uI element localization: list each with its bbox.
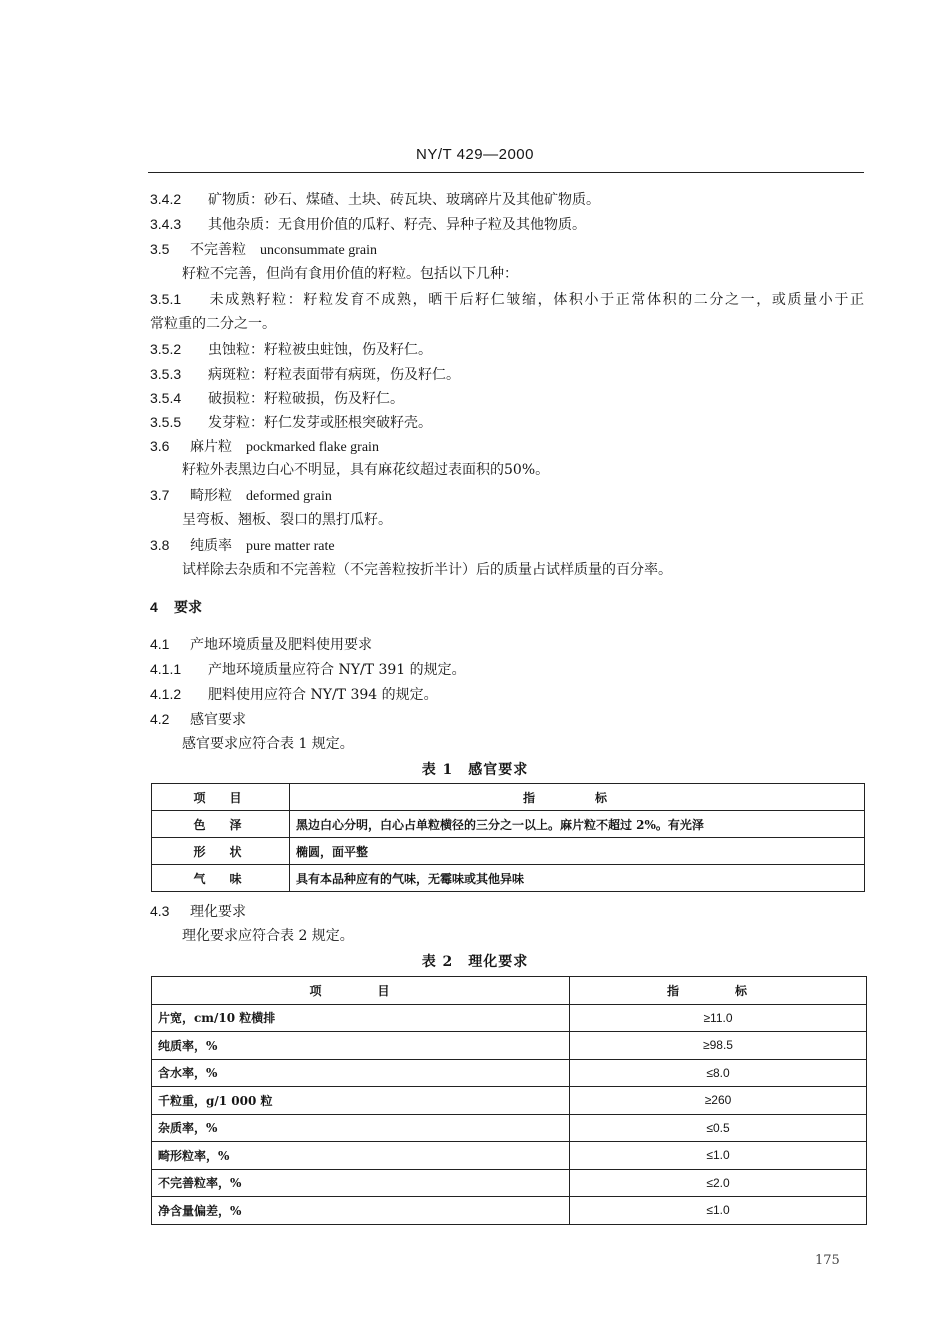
clause-4-1-2 xyxy=(150,684,864,705)
table-cell: 具有本品种应有的气味，无霉味或其他异味 xyxy=(290,865,865,892)
clause-number: 3.5 xyxy=(150,241,170,257)
clause-4-3 xyxy=(150,901,864,922)
clause-3-5-4 xyxy=(150,388,864,409)
table-cell: 气 味 xyxy=(152,865,290,892)
table-cell: ≤1.0 xyxy=(570,1197,867,1225)
clause-term: 畸形粒 xyxy=(190,488,232,504)
table-cell: ≤0.5 xyxy=(570,1114,867,1142)
clause-3-5-2 xyxy=(150,339,864,360)
table-row xyxy=(152,1114,867,1142)
section-title: 要求 xyxy=(174,600,202,616)
clause-text: 病斑粒：籽粒表面带有病斑，伤及籽仁。 xyxy=(208,367,460,383)
clause-text: 理化要求 xyxy=(190,904,246,920)
page-number: 175 xyxy=(815,1253,840,1268)
table-cell: ≥11.0 xyxy=(570,1004,867,1032)
table1-caption: 表 1 感官要求 xyxy=(421,762,529,778)
clause-3-5-5 xyxy=(150,412,864,433)
clause-text: 籽粒不完善，但尚有食用价值的籽粒。包括以下几种： xyxy=(182,266,518,282)
clause-term: 不完善粒 xyxy=(190,242,246,258)
clause-text: 破损粒：籽粒破损，伤及籽仁。 xyxy=(208,391,404,407)
table-cell: 椭圆，面平整 xyxy=(290,838,865,865)
clause-text: 产地环境质量及肥料使用要求 xyxy=(190,637,372,653)
table-cell: 黑边白心分明，白心占单粒横径的三分之一以上。麻片粒不超过 2%。有光泽 xyxy=(290,811,865,838)
clause-text: 矿物质：砂石、煤碴、土块、砖瓦块、玻璃碎片及其他矿物质。 xyxy=(208,192,600,208)
table-header-row xyxy=(152,784,865,811)
table-cell: 畸形粒率，% xyxy=(152,1142,570,1170)
clause-text: 其他杂质：无食用价值的瓜籽、籽壳、异种子粒及其他物质。 xyxy=(208,217,586,233)
table-cell: 净含量偏差，% xyxy=(152,1197,570,1225)
clause-number: 3.5.4 xyxy=(150,390,182,406)
clause-number: 3.4.3 xyxy=(150,216,182,232)
table-row xyxy=(152,1004,867,1032)
table-row xyxy=(152,1087,867,1115)
clause-text: 发芽粒：籽仁发芽或胚根突破籽壳。 xyxy=(208,415,432,431)
table-row xyxy=(152,1169,867,1197)
clause-number: 3.5.2 xyxy=(150,341,182,357)
clause-number: 3.5.5 xyxy=(150,414,182,430)
clause-3-5-3 xyxy=(150,364,864,385)
clause-3-5 xyxy=(150,239,864,261)
clause-4-1 xyxy=(150,634,864,655)
clause-3-7 xyxy=(150,485,864,507)
clause-text: 常粒重的二分之一。 xyxy=(150,316,276,332)
clause-number: 4.1.1 xyxy=(150,661,182,677)
table-header-cell: 指 标 xyxy=(290,784,865,811)
table-header-cell: 项 目 xyxy=(152,977,570,1005)
table-cell: 形 状 xyxy=(152,838,290,865)
clause-term-english: pure matter rate xyxy=(246,539,335,554)
table-cell: 杂质率，% xyxy=(152,1114,570,1142)
clause-number: 4.3 xyxy=(150,903,170,919)
table-cell: ≤8.0 xyxy=(570,1059,867,1087)
table2-physicochemical-requirements xyxy=(151,976,867,1225)
clause-4-2 xyxy=(150,709,864,730)
table1-sensory-requirements xyxy=(151,783,865,892)
clause-term-english: pockmarked flake grain xyxy=(246,440,379,455)
clause-text: 产地环境质量应符合 NY/T 391 的规定。 xyxy=(208,662,466,678)
clause-number: 4 xyxy=(150,599,158,615)
clause-number: 4.2 xyxy=(150,711,170,727)
table-cell: 不完善粒率，% xyxy=(152,1169,570,1197)
clause-number: 3.8 xyxy=(150,537,170,553)
clause-text: 感官要求应符合表 1 规定。 xyxy=(182,736,354,752)
table-cell: 纯质率，% xyxy=(152,1032,570,1060)
clause-3-7-definition xyxy=(182,510,896,530)
clause-number: 3.6 xyxy=(150,438,170,454)
clause-text: 试样除去杂质和不完善粒（不完善粒按折半计）后的质量占试样质量的百分率。 xyxy=(182,562,672,578)
table-cell: 含水率，% xyxy=(152,1059,570,1087)
table-cell: 千粒重，g/1 000 粒 xyxy=(152,1087,570,1115)
clause-number: 4.1.2 xyxy=(150,686,182,702)
clause-text: 虫蚀粒：籽粒被虫蛀蚀，伤及籽仁。 xyxy=(208,342,432,358)
clause-3-6 xyxy=(150,436,864,458)
table-cell: ≤1.0 xyxy=(570,1142,867,1170)
clause-4-1-1 xyxy=(150,659,864,680)
clause-number: 4.1 xyxy=(150,636,170,652)
table-cell: ≥98.5 xyxy=(570,1032,867,1060)
clause-term: 麻片粒 xyxy=(190,439,232,455)
clause-4-3-text xyxy=(182,926,896,946)
clause-term-english: deformed grain xyxy=(246,489,332,504)
clause-3-8-definition xyxy=(182,560,896,580)
clause-3-6-definition xyxy=(182,460,896,480)
clause-text: 理化要求应符合表 2 规定。 xyxy=(182,928,354,944)
table-cell: 色 泽 xyxy=(152,811,290,838)
table-row xyxy=(152,865,865,892)
clause-term-english: unconsummate grain xyxy=(260,243,378,258)
clause-text: 肥料使用应符合 NY/T 394 的规定。 xyxy=(208,687,438,703)
clause-3-4-3 xyxy=(150,214,864,235)
clause-text: 籽粒外表黑边白心不明显，具有麻花纹超过表面积的50%。 xyxy=(182,462,550,478)
clause-3-5-definition xyxy=(182,264,896,284)
table-row xyxy=(152,1059,867,1087)
table-cell: ≤2.0 xyxy=(570,1169,867,1197)
clause-text: 未成熟籽粒：籽粒发育不成熟，晒干后籽仁皱缩，体积小于正常体积的二分之一，或质量小于正 xyxy=(208,292,864,308)
table2-caption: 表 2 理化要求 xyxy=(421,954,529,970)
table-cell: 片宽，cm/10 粒横排 xyxy=(152,1004,570,1032)
table-row xyxy=(152,1142,867,1170)
clause-number: 3.5.3 xyxy=(150,366,182,382)
standard-code-header: NY/T 429—2000 xyxy=(416,146,534,163)
clause-3-4-2 xyxy=(150,189,864,210)
clause-3-8 xyxy=(150,535,864,557)
table-header-cell: 指 标 xyxy=(570,977,867,1005)
section-4-heading xyxy=(150,597,864,618)
table-row xyxy=(152,1197,867,1225)
clause-text: 感官要求 xyxy=(190,712,246,728)
header-rule xyxy=(148,172,864,173)
clause-number: 3.5.1 xyxy=(150,291,182,307)
clause-text: 呈弯板、翘板、裂口的黑打瓜籽。 xyxy=(182,512,392,528)
table-header-row xyxy=(152,977,867,1005)
table-cell: ≥260 xyxy=(570,1087,867,1115)
clause-3-5-1 xyxy=(150,289,864,310)
clause-3-5-1-continued xyxy=(150,314,864,334)
table-row xyxy=(152,811,865,838)
clause-number: 3.4.2 xyxy=(150,191,182,207)
clause-number: 3.7 xyxy=(150,487,170,503)
clause-term: 纯质率 xyxy=(190,538,232,554)
clause-4-2-text xyxy=(182,734,896,754)
table-row xyxy=(152,838,865,865)
table-header-cell: 项 目 xyxy=(152,784,290,811)
table-row xyxy=(152,1032,867,1060)
